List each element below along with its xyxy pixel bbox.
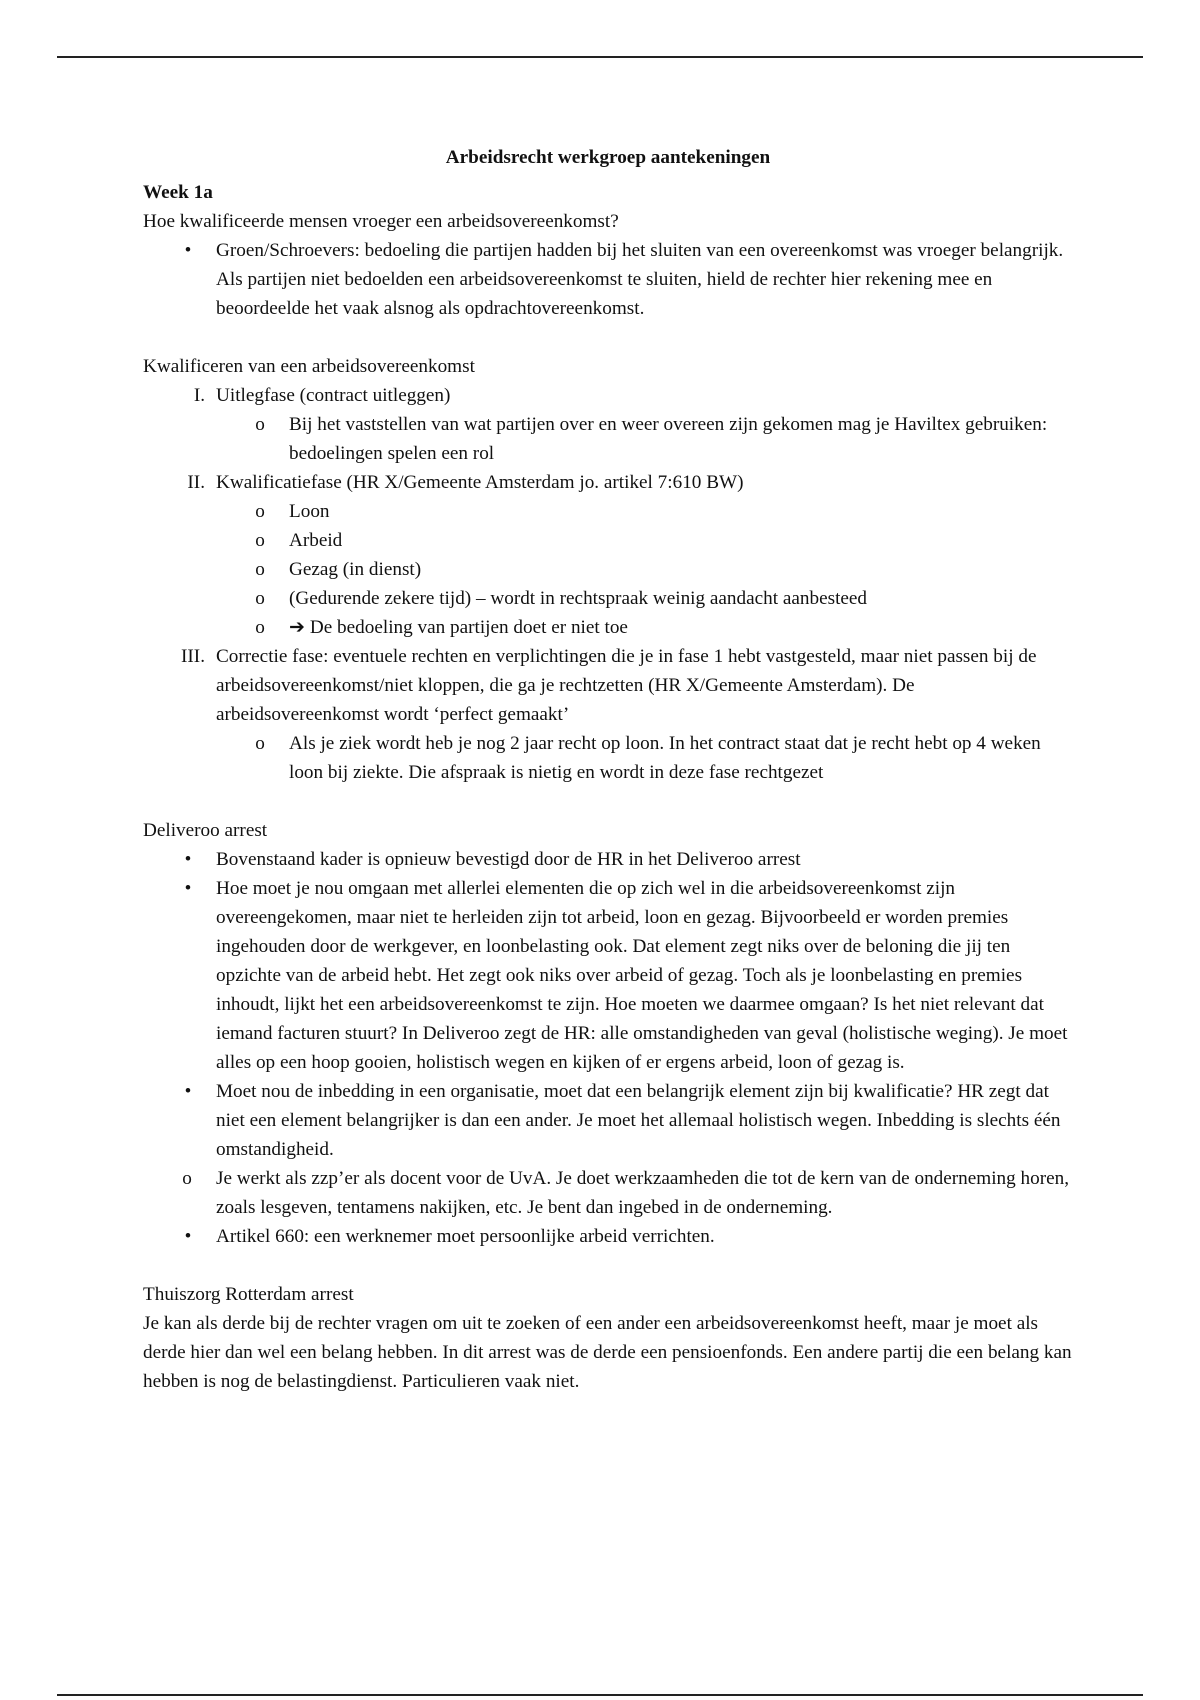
- spacer: [143, 323, 1073, 352]
- circle-marker: o: [255, 414, 265, 435]
- section-heading-kwalificeren: Kwalificeren van een arbeidsovereenkomst: [143, 356, 475, 377]
- circle-marker: o: [182, 1168, 192, 1189]
- list-item: [216, 555, 1073, 584]
- circle-marker: o: [255, 733, 265, 754]
- list-item: [143, 845, 1073, 874]
- roman-numeral: II.: [187, 472, 205, 493]
- sub-item-text: Je werkt als zzp’er als docent voor de UvA. Je doet werkzaamheden die tot de kern van de onderneming horen, zoals lesgeven, tentamens nakijken, etc. Je bent dan ingebed in de onderneming.: [216, 1168, 1069, 1218]
- list-item: [216, 584, 1073, 613]
- bullet-marker: •: [184, 878, 192, 899]
- list-item-text: Groen/Schroevers: bedoeling die partijen hadden bij het sluiten van een overeenkomst was vroeger belangrijk. Als partijen niet bedoelden een arbeidsovereenkomst te sluiten, hield de rechter hier rekening mee en beoordeelde het vaak alsnog als opdrachtovereenkomst.: [216, 240, 1064, 319]
- list-item: [143, 381, 1073, 468]
- section-heading-thuiszorg: Thuiszorg Rotterdam arrest: [143, 1284, 354, 1305]
- section-heading-deliveroo: Deliveroo arrest: [143, 820, 268, 841]
- sub-item-text: ➔ De bedoeling van partijen doet er niet toe: [289, 617, 628, 638]
- bullet-marker: •: [184, 240, 192, 261]
- list-item: [216, 526, 1073, 555]
- phase-text: Kwalificatiefase (HR X/Gemeente Amsterdam jo. artikel 7:610 BW): [216, 472, 744, 493]
- sub-list: [216, 410, 1073, 468]
- bottom-rule: [57, 1694, 1143, 1696]
- sub-item-text: Bij het vaststellen van wat partijen over en weer overeen zijn gekomen mag je Haviltex gebruiken: bedoelingen spelen een rol: [289, 414, 1048, 464]
- thuiszorg-paragraph: Je kan als derde bij de rechter vragen om uit te zoeken of een ander een arbeidsovereenkomst heeft, maar je moet als derde hier dan wel een belang hebben. In dit arrest was de derde een pensioenfonds. Een andere partij die een belang kan hebben is nog de belastingdienst. Particulieren vaak niet.: [143, 1313, 1072, 1392]
- sub-list: [143, 1164, 1073, 1222]
- list-item: [216, 613, 1073, 642]
- circle-marker: o: [255, 617, 265, 638]
- bullet-marker: •: [184, 1081, 192, 1102]
- bullet-marker: •: [184, 1226, 192, 1247]
- phase-list: [143, 381, 1073, 787]
- list-item-text: Hoe moet je nou omgaan met allerlei elementen die op zich wel in die arbeidsovereenkomst zijn overeengekomen, maar niet te herleiden zijn tot arbeid, loon en gezag. Bijvoorbeeld er worden premies ingehouden door de werkgever, en loonbelasting ook. Dat element zegt niks over de beloning die jij ten opzichte van de arbeid hebt. Het zegt ook niks over arbeid of gezag. Toch als je loonbelasting en premies inhoudt, lijkt het een arbeidsovereenkomst te zijn. Hoe moeten we daarmee omgaan? Is het niet relevant dat iemand facturen stuurt? In Deliveroo zegt de HR: alle omstandigheden van geval (holistische weging). Je moet alles op een hoop gooien, holistisch wegen en kijken of er ergens arbeid, loon of gezag is.: [216, 878, 1068, 1073]
- list-item-text: Bovenstaand kader is opnieuw bevestigd door de HR in het Deliveroo arrest: [216, 849, 801, 870]
- list-item: [216, 410, 1073, 468]
- roman-numeral: III.: [181, 646, 205, 667]
- deliveroo-bullet-list: [143, 845, 1073, 1251]
- list-item-text: Artikel 660: een werknemer moet persoonlijke arbeid verrichten.: [216, 1226, 715, 1247]
- sub-item-text: Loon: [289, 501, 330, 522]
- circle-marker: o: [255, 530, 265, 551]
- circle-marker: o: [255, 501, 265, 522]
- list-item: [216, 497, 1073, 526]
- sub-list: [216, 497, 1073, 642]
- week-heading: Week 1a: [143, 182, 213, 203]
- document-title: Arbeidsrecht werkgroep aantekeningen: [445, 147, 771, 168]
- phase-text: Correctie fase: eventuele rechten en verplichtingen die je in fase 1 hebt vastgesteld, maar niet passen bij de arbeidsovereenkomst/niet kloppen, die ga je rechtzetten (HR X/Gemeente Amsterdam). De arbeidsovereenkomst wordt ‘perfect gemaakt’: [216, 646, 1037, 725]
- list-item: [143, 1222, 1073, 1251]
- list-item: [143, 874, 1073, 1077]
- phase-text: Uitlegfase (contract uitleggen): [216, 385, 451, 406]
- list-item: [143, 236, 1073, 323]
- circle-marker: o: [255, 559, 265, 580]
- circle-marker: o: [255, 588, 265, 609]
- list-item: [143, 1077, 1073, 1222]
- spacer: [143, 787, 1073, 816]
- list-item-text: Moet nou de inbedding in een organisatie, moet dat een belangrijk element zijn bij kwalificatie? HR zegt dat niet een element belangrijker is dan een ander. Je moet het allemaal holistisch wegen. Inbedding is slechts één omstandigheid.: [216, 1081, 1061, 1160]
- question-text: Hoe kwalificeerde mensen vroeger een arbeidsovereenkomst?: [143, 211, 619, 232]
- list-item: [143, 642, 1073, 787]
- question-bullet-list: [143, 236, 1073, 323]
- sub-item-text: Arbeid: [289, 530, 343, 551]
- document-body: [143, 143, 1073, 1396]
- sub-item-text: Gezag (in dienst): [289, 559, 422, 580]
- sub-item-text: (Gedurende zekere tijd) – wordt in rechtspraak weinig aandacht aanbesteed: [289, 588, 868, 609]
- spacer: [143, 1251, 1073, 1280]
- list-item: [143, 468, 1073, 642]
- list-item: [216, 729, 1073, 787]
- top-rule: [57, 56, 1143, 58]
- sub-item-text: Als je ziek wordt heb je nog 2 jaar recht op loon. In het contract staat dat je recht hebt op 4 weken loon bij ziekte. Die afspraak is nietig en wordt in deze fase rechtgezet: [289, 733, 1041, 783]
- sub-list: [216, 729, 1073, 787]
- bullet-marker: •: [184, 849, 192, 870]
- list-item: [143, 1164, 1073, 1222]
- roman-numeral: I.: [193, 385, 205, 406]
